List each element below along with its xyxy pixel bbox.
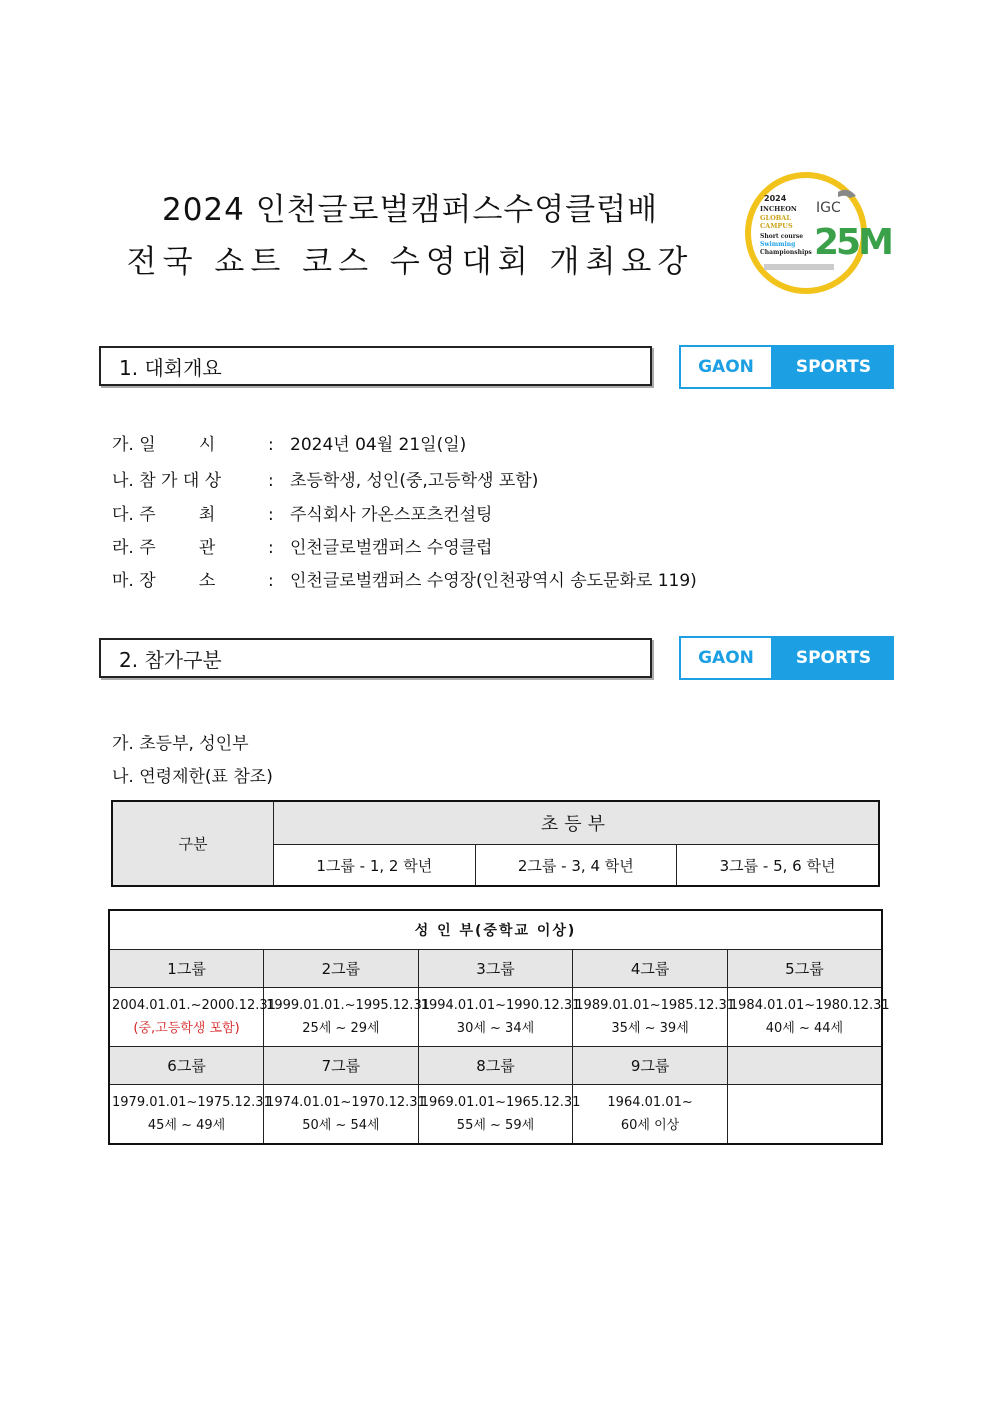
document-title-line2: 전국 쇼트 코스 수영대회 개최요강 (126, 244, 694, 280)
logo-line-short-course: Short course (760, 233, 804, 240)
date-note: 30세 ~ 34세 (456, 1021, 535, 1036)
adult-group-cell: 4그룹 (573, 950, 728, 988)
sponsor-logos (764, 264, 834, 270)
adult-date-cell (418, 988, 581, 1047)
overview-value: 인천글로벌캠퍼스 수영클럽 (290, 538, 493, 558)
elementary-header: 초등부 (274, 801, 880, 845)
adult-date-cell (727, 988, 890, 1047)
logo-year: 2024 (764, 194, 787, 203)
adult-table (108, 909, 890, 1145)
logo-line-global: GLOBAL (760, 214, 791, 222)
date-note: 55세 ~ 59세 (456, 1118, 535, 1133)
overview-label: 다. 주 최 (112, 505, 216, 525)
date-range: 1984.01.01~1980.12.31 (729, 998, 890, 1013)
separator: : (268, 571, 274, 591)
adult-group-cell: 5그룹 (727, 950, 882, 988)
overview-label: 가. 일 시 (112, 435, 216, 455)
adult-group-cell: 7그룹 (264, 1047, 419, 1085)
overview-row (112, 466, 538, 491)
logo-big-mark: 25M (814, 222, 891, 263)
badge-gaon: GAON (679, 345, 773, 389)
overview-row (112, 500, 492, 525)
date-range: 1969.01.01~1965.12.31 (420, 1095, 581, 1110)
overview-value: 인천글로벌캠퍼스 수영장(인천광역시 송도문화로 119) (290, 571, 697, 591)
separator: : (268, 505, 274, 525)
adult-date-cell (264, 988, 430, 1047)
date-note: 60세 이상 (620, 1118, 680, 1133)
date-note: 25세 ~ 29세 (302, 1021, 380, 1036)
adult-group-cell: 1그룹 (109, 950, 264, 988)
overview-label: 라. 주 관 (112, 538, 216, 558)
adult-group-cell: 3그룹 (418, 950, 573, 988)
overview-value: 초등학생, 성인(중,고등학생 포함) (290, 471, 539, 491)
adult-date-cell (109, 988, 276, 1047)
logo-line-swimming: Swimming (760, 241, 796, 248)
date-note: (중,고등학생 포함) (133, 1021, 240, 1036)
overview-value: 주식회사 가온스포츠컨설팅 (290, 505, 493, 525)
date-note: 35세 ~ 39세 (611, 1021, 689, 1036)
adult-group-cell: 2그룹 (264, 950, 419, 988)
adult-group-cell-empty (727, 1047, 882, 1085)
adult-header: 성 인 부(중학교 이상) (109, 910, 882, 950)
adult-date-cell (573, 988, 736, 1047)
overview-row (112, 430, 466, 455)
adult-group-cell: 6그룹 (109, 1047, 264, 1085)
separator: : (268, 435, 274, 455)
date-range: 1989.01.01~1985.12.31 (575, 998, 736, 1013)
date-note: 50세 ~ 54세 (302, 1118, 380, 1133)
overview-row (112, 566, 697, 591)
gaon-sports-badge (679, 345, 894, 389)
date-range: 1999.01.01.~1995.12.31 (266, 998, 430, 1013)
table-corner-cell: 구분 (112, 801, 274, 886)
separator: : (268, 538, 274, 558)
logo-line-incheon: INCHEON (760, 205, 797, 213)
adult-date-cell-empty (727, 1085, 882, 1145)
participation-line: 나. 연령제한(표 참조) (112, 767, 273, 787)
overview-label: 나. 참 가 대 상 (112, 471, 222, 491)
overview-row (112, 533, 492, 558)
date-range: 2004.01.01.~2000.12.31 (112, 998, 276, 1013)
adult-group-cell: 8그룹 (418, 1047, 573, 1085)
overview-value: 2024년 04월 21일(일) (290, 435, 467, 455)
date-note: 45세 ~ 49세 (147, 1118, 226, 1133)
gaon-sports-badge (679, 636, 894, 680)
participation-line: 가. 초등부, 성인부 (112, 734, 249, 754)
elementary-group-cell: 3그룹 - 5, 6 학년 (677, 845, 879, 887)
logo-mark: IGC (816, 200, 841, 216)
adult-date-cell (109, 1085, 272, 1145)
separator: : (268, 471, 274, 491)
date-range: 1994.01.01~1990.12.31 (420, 998, 581, 1013)
adult-group-cell: 9그룹 (573, 1047, 728, 1085)
adult-date-cell (573, 1085, 728, 1145)
document-title-line1: 2024 인천글로벌캠퍼스수영클럽배 (161, 192, 659, 228)
adult-date-cell (264, 1085, 426, 1145)
logo-line-campus: CAMPUS (760, 222, 793, 230)
date-range: 1964.01.01~ (607, 1095, 693, 1110)
logo-line-championships: Championships (760, 249, 812, 256)
date-range: 1974.01.01~1970.12.31 (266, 1095, 426, 1110)
badge-gaon: GAON (679, 636, 773, 680)
section-header-overview: 1. 대회개요 (99, 346, 652, 386)
overview-label: 마. 장 소 (112, 571, 216, 591)
elementary-group-cell: 2그룹 - 3, 4 학년 (475, 845, 677, 887)
adult-date-cell (418, 1085, 581, 1145)
badge-sports: SPORTS (773, 345, 894, 389)
elementary-table (111, 800, 880, 887)
section-header-participation: 2. 참가구분 (99, 638, 652, 678)
date-range: 1979.01.01~1975.12.31 (112, 1095, 272, 1110)
championship-logo (742, 170, 891, 296)
date-note: 40세 ~ 44세 (765, 1021, 844, 1036)
badge-sports: SPORTS (773, 636, 894, 680)
elementary-group-cell: 1그룹 - 1, 2 학년 (274, 845, 476, 887)
